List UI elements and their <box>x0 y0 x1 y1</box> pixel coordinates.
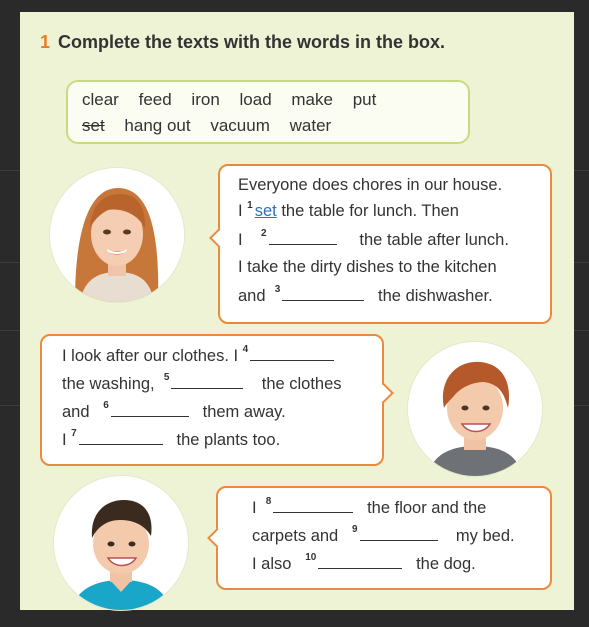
answer-blank-8[interactable] <box>273 498 353 513</box>
answer-blank-7[interactable] <box>79 430 163 445</box>
answer-blank-6[interactable] <box>111 402 189 417</box>
speech-bubble-1 <box>218 164 552 324</box>
girl-photo <box>50 168 184 302</box>
text-line: carpets and $^9$ my bed. <box>252 524 515 545</box>
word-option: water <box>289 116 332 135</box>
answer-blank-10[interactable] <box>318 554 402 569</box>
word-option: put <box>352 90 377 109</box>
textbook-page <box>20 12 574 610</box>
text-line: I $^8$ the floor and the <box>252 496 487 517</box>
text-line: Everyone does chores in our house. <box>238 176 503 194</box>
text-line: I look after our clothes. I $^4$ <box>62 346 334 366</box>
text-line: I $^2$ the table after lunch. <box>238 228 509 249</box>
answer-blank-9[interactable] <box>360 526 438 541</box>
text-line: I $^1$ set the table for lunch. Then <box>238 200 459 220</box>
exercise-heading <box>40 32 445 53</box>
speech-bubble-3 <box>216 486 552 590</box>
answer-blank-4[interactable] <box>250 346 334 361</box>
word-option: vacuum <box>210 116 270 135</box>
text-line: and $^3$ the dishwasher. <box>238 284 493 305</box>
word-option: feed <box>138 90 172 109</box>
word-option: hang out <box>124 116 191 135</box>
answer-example: set <box>254 202 277 220</box>
word-option: load <box>239 90 272 109</box>
text-line: I also $^{10}$ the dog. <box>252 552 476 573</box>
word-option: make <box>291 90 333 109</box>
word-option: clear <box>82 90 119 109</box>
text-line: and $^6$ them away. <box>62 400 286 421</box>
word-box-row-2 <box>82 116 346 136</box>
word-option: iron <box>191 90 220 109</box>
word-option-used: set <box>82 116 105 135</box>
word-box <box>66 80 470 144</box>
text-line: the washing, $^5$ the clothes <box>62 372 342 393</box>
exercise-number: 1 <box>40 32 51 52</box>
speech-bubble-2 <box>40 334 384 466</box>
exercise-instruction: Complete the texts with the words in the box. <box>58 32 446 52</box>
text-line: I $^7$ the plants too. <box>62 428 281 449</box>
answer-blank-3[interactable] <box>282 286 364 301</box>
text-line: I take the dirty dishes to the kitchen <box>238 258 497 276</box>
word-box-row-1 <box>82 90 391 110</box>
boy-dark-hair-photo <box>54 476 188 610</box>
answer-blank-2[interactable] <box>269 230 337 245</box>
answer-blank-5[interactable] <box>171 374 243 389</box>
boy-red-hair-photo <box>408 342 542 476</box>
